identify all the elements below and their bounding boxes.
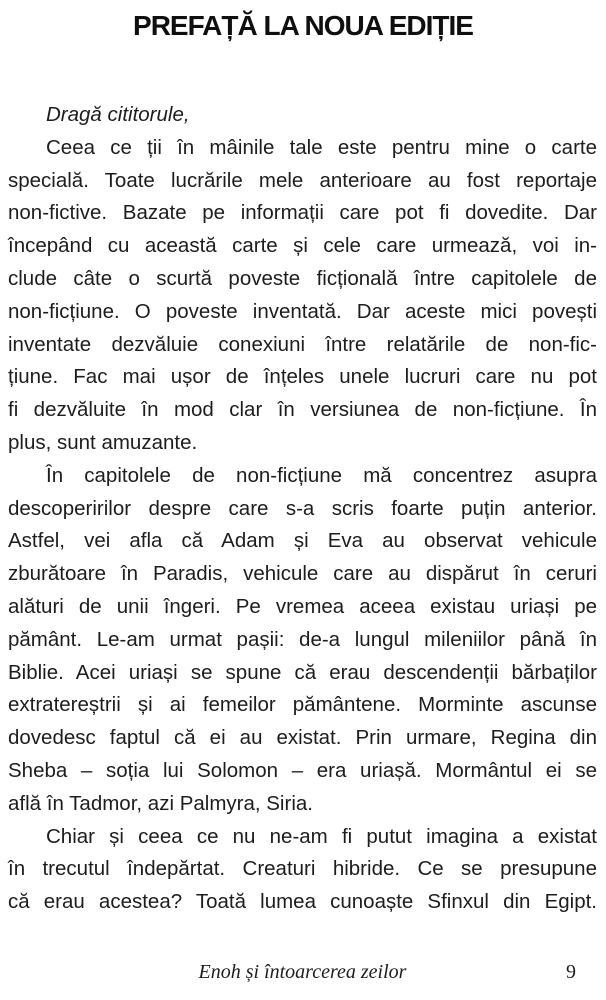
text-line: pământ. Le-am urmat pașii: de-a lungul mileniilor până în	[8, 627, 597, 651]
text-line: În capitolele de non-ficțiune mă concentrez asupra	[46, 463, 597, 487]
text-line: Chiar și ceea ce nu ne-am fi putut imagina a existat	[46, 824, 597, 848]
text-line: începând cu această carte și cele care urmează, voi in-	[8, 234, 597, 258]
page-footer	[8, 961, 597, 993]
text-line: că erau acestea? Toată lumea cunoaște Sfinxul din Egipt.	[8, 890, 597, 914]
text-line: dovedesc faptul că ei au existat. Prin urmare, Regina din	[8, 726, 597, 750]
text-line: zburătoare în Paradis, vehicule care au dispărut în ceruri	[8, 562, 597, 586]
page-number: 9	[566, 961, 576, 983]
running-footer-book-title: Enoh și întoarcerea zeilor	[198, 961, 407, 983]
text-line: extratereștrii și ai femeilor pământene. Morminte ascunse	[8, 693, 597, 717]
text-line: fi dezvăluite în mod clar în versiunea de non-ficțiune. În	[8, 398, 597, 422]
text-line: Ceea ce ții în mâinile tale este pentru mine o carte	[46, 135, 597, 159]
chapter-title: PREFAȚĂ LA NOUA EDIȚIE	[133, 10, 473, 41]
text-line: clude câte o scurtă poveste ficțională între capitolele de	[8, 266, 597, 290]
text-line: plus, sunt amuzante.	[8, 430, 198, 454]
text-line: află în Tadmor, azi Palmyra, Siria.	[8, 791, 313, 815]
text-line: specială. Toate lucrările mele anterioare au fost reportaje	[8, 168, 597, 192]
text-line: descoperirilor despre care s-a scris foarte puțin anterior.	[8, 496, 597, 520]
text-line: non-ficțiune. O poveste inventată. Dar aceste mici povești	[8, 299, 597, 323]
salutation-line: Dragă cititorule,	[46, 103, 190, 126]
paragraphs-container	[8, 132, 597, 919]
text-line: Astfel, vei afla că Adam și Eva au observat vehicule	[8, 529, 597, 553]
text-line: Sheba – soția lui Solomon – era uriașă. Mormântul ei se	[8, 758, 597, 782]
page-body	[8, 99, 597, 919]
text-line: non-fictive. Bazate pe informații care pot fi dovedite. Dar	[8, 201, 597, 225]
text-line: țiune. Fac mai ușor de înțeles unele lucruri care nu pot	[8, 365, 597, 389]
text-line: Biblie. Acei uriași se spune că erau descendenții bărbaților	[8, 660, 597, 684]
text-line: inventate dezvăluie conexiuni între relatările de non-fic-	[8, 332, 597, 356]
text-line: în trecutul îndepărtat. Creaturi hibride. Ce se presupune	[8, 857, 597, 881]
text-line: alături de unii îngeri. Pe vremea aceea existau uriași pe	[8, 594, 597, 618]
